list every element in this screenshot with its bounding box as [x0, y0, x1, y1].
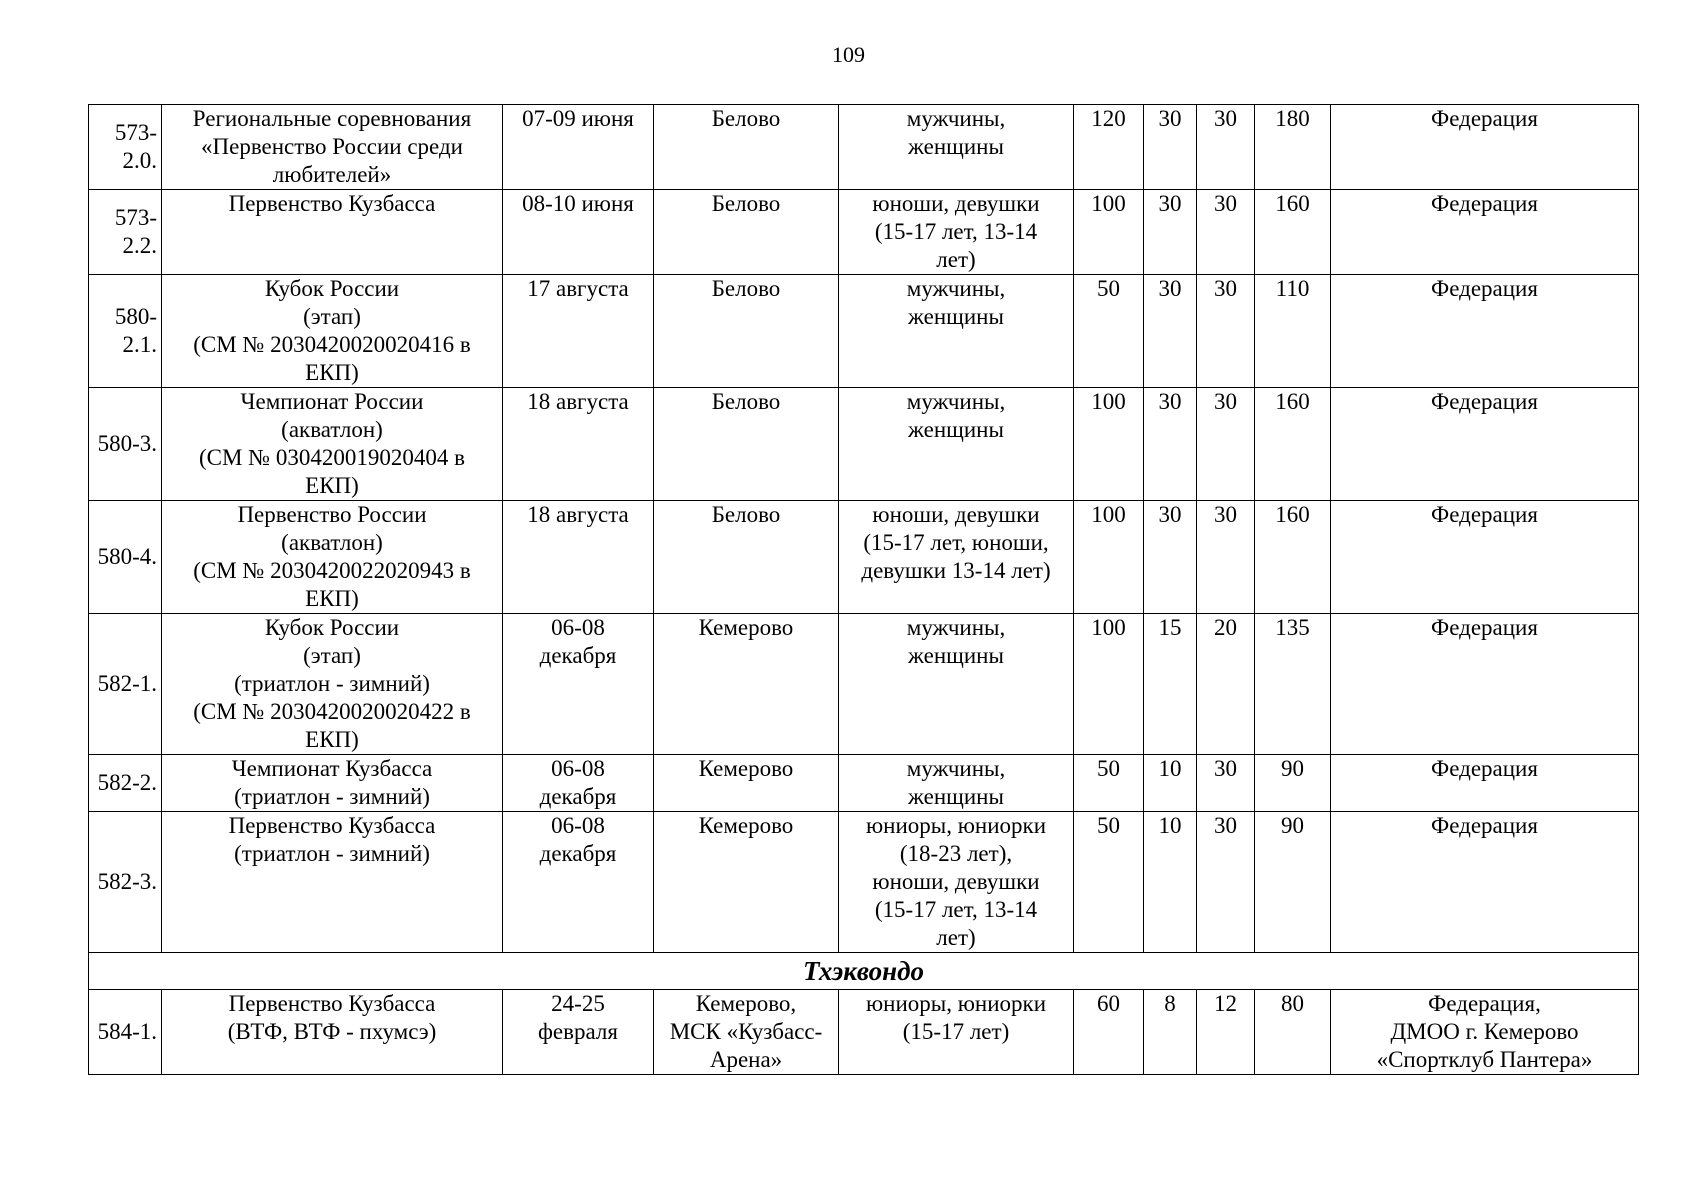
cell-number-line: 584-1.: [97, 1019, 157, 1044]
cell-place-line: Белово: [711, 502, 781, 527]
cell-number-line: 580-: [114, 304, 157, 329]
cell-value-1: 50: [1074, 755, 1144, 812]
cell-event-name-line: Кубок России: [264, 276, 400, 301]
cell-org-line: Федерация: [1431, 191, 1538, 216]
cell-value-3: 30: [1197, 275, 1255, 388]
cell-number: [89, 105, 162, 190]
cell-org-line: «Спортклуб Пантера»: [1376, 1047, 1593, 1072]
cell-date: [503, 990, 654, 1075]
cell-date: [503, 812, 654, 953]
cell-place: [654, 190, 839, 275]
cell-participants-line: (15-17 лет): [902, 1019, 1010, 1044]
cell-date-line: 06-08: [551, 813, 605, 838]
cell-participants-line: мужчины,: [906, 615, 1006, 640]
cell-value-3: 12: [1197, 990, 1255, 1075]
cell-participants-line: (15-17 лет, 13-14: [874, 219, 1038, 244]
cell-event-name: [162, 501, 503, 614]
cell-participants-line: лет): [936, 247, 976, 272]
cell-event-name-line: Первенство Кузбасса: [228, 991, 436, 1016]
cell-place-line: Белово: [711, 191, 781, 216]
cell-value-2: 30: [1144, 275, 1197, 388]
cell-org-line: Федерация: [1431, 756, 1538, 781]
cell-date-line: 24-25: [551, 991, 605, 1016]
cell-org-line: Федерация: [1431, 276, 1538, 301]
cell-event-name: [162, 190, 503, 275]
table-row: [89, 990, 1639, 1075]
cell-number: [89, 388, 162, 501]
cell-date: [503, 190, 654, 275]
cell-place-line: Белово: [711, 389, 781, 414]
cell-value-3: 30: [1197, 105, 1255, 190]
cell-event-name-line: ЕКП): [305, 360, 359, 385]
cell-participants-line: девушки 13-14 лет): [861, 558, 1051, 583]
cell-participants-line: юниоры, юниорки: [865, 813, 1047, 838]
cell-event-name-line: (триатлон - зимний): [234, 841, 430, 866]
cell-participants: [839, 812, 1074, 953]
cell-event-name-line: (СМ № 2030420022020943 в: [193, 558, 471, 583]
table-row: [89, 614, 1639, 755]
cell-place: [654, 990, 839, 1075]
cell-value-1: 50: [1074, 275, 1144, 388]
cell-number: [89, 990, 162, 1075]
cell-date-line: 08-10 июня: [522, 191, 634, 216]
cell-org-line: Федерация,: [1428, 991, 1541, 1016]
cell-participants: [839, 990, 1074, 1075]
cell-event-name-line: (триатлон - зимний): [234, 784, 430, 809]
cell-participants-line: женщины: [908, 643, 1004, 668]
cell-total: 110: [1255, 275, 1331, 388]
cell-participants-line: мужчины,: [906, 756, 1006, 781]
cell-event-name-line: Первенство Кузбасса: [228, 813, 436, 838]
cell-number: [89, 501, 162, 614]
cell-place: [654, 501, 839, 614]
cell-place: [654, 388, 839, 501]
cell-total: 135: [1255, 614, 1331, 755]
cell-event-name-line: (СМ № 2030420020020416 в: [193, 332, 471, 357]
cell-value-2: 10: [1144, 755, 1197, 812]
cell-place: [654, 614, 839, 755]
cell-participants: [839, 614, 1074, 755]
cell-date: [503, 275, 654, 388]
cell-value-2: 30: [1144, 388, 1197, 501]
cell-org-line: Федерация: [1431, 106, 1538, 131]
cell-event-name-line: Первенство России: [237, 502, 427, 527]
cell-number-line: 580-4.: [97, 544, 157, 569]
table-row: [89, 190, 1639, 275]
cell-event-name-line: любителей»: [272, 162, 392, 187]
cell-value-2: 30: [1144, 105, 1197, 190]
cell-place-line: Белово: [711, 276, 781, 301]
cell-date-line: декабря: [539, 841, 617, 866]
cell-value-1: 60: [1074, 990, 1144, 1075]
cell-number: [89, 275, 162, 388]
cell-total: 160: [1255, 190, 1331, 275]
cell-place: [654, 275, 839, 388]
cell-date-line: 06-08: [551, 615, 605, 640]
cell-place-line: Кемерово: [698, 615, 794, 640]
cell-number-line: 582-3.: [97, 869, 157, 894]
cell-event-name-line: Чемпионат Кузбасса: [231, 756, 433, 781]
cell-org: [1331, 275, 1639, 388]
cell-participants-line: мужчины,: [906, 276, 1006, 301]
cell-value-2: 30: [1144, 190, 1197, 275]
cell-org: [1331, 105, 1639, 190]
cell-event-name-line: (акватлон): [281, 417, 383, 442]
cell-event-name: [162, 388, 503, 501]
cell-date: [503, 105, 654, 190]
cell-participants-line: юниоры, юниорки: [865, 991, 1047, 1016]
cell-total: 90: [1255, 812, 1331, 953]
cell-event-name-line: (этап): [303, 304, 361, 329]
cell-date: [503, 501, 654, 614]
cell-value-2: 10: [1144, 812, 1197, 953]
cell-participants: [839, 501, 1074, 614]
cell-total: 80: [1255, 990, 1331, 1075]
cell-participants-line: женщины: [908, 134, 1004, 159]
cell-org-line: ДМОО г. Кемерово: [1390, 1019, 1579, 1044]
cell-value-1: 100: [1074, 501, 1144, 614]
cell-place-line: Белово: [711, 106, 781, 131]
cell-org-line: Федерация: [1431, 389, 1538, 414]
cell-org: [1331, 990, 1639, 1075]
cell-place: [654, 812, 839, 953]
cell-participants-line: женщины: [908, 304, 1004, 329]
cell-number-line: 573-: [114, 205, 157, 230]
cell-place: [654, 755, 839, 812]
cell-participants-line: юноши, девушки: [872, 869, 1040, 894]
cell-value-3: 20: [1197, 614, 1255, 755]
cell-org: [1331, 388, 1639, 501]
cell-value-3: 30: [1197, 190, 1255, 275]
table-row: [89, 388, 1639, 501]
cell-participants: [839, 190, 1074, 275]
cell-value-3: 30: [1197, 501, 1255, 614]
cell-org: [1331, 755, 1639, 812]
cell-place: [654, 105, 839, 190]
cell-number-line: 2.2.: [122, 233, 157, 258]
cell-number: [89, 614, 162, 755]
cell-number-line: 582-1.: [97, 671, 157, 696]
cell-event-name: [162, 812, 503, 953]
events-table-body: [89, 105, 1639, 1075]
cell-value-3: 30: [1197, 812, 1255, 953]
cell-participants: [839, 275, 1074, 388]
cell-value-1: 100: [1074, 190, 1144, 275]
cell-place-line: МСК «Кузбасс-: [669, 1019, 823, 1044]
cell-total: 180: [1255, 105, 1331, 190]
cell-date-line: декабря: [539, 643, 617, 668]
cell-event-name-line: Первенство Кузбасса: [228, 191, 436, 216]
table-row: [89, 105, 1639, 190]
cell-event-name: [162, 275, 503, 388]
cell-value-2: 8: [1144, 990, 1197, 1075]
cell-event-name-line: (ВТФ, ВТФ - пхумсэ): [227, 1019, 437, 1044]
cell-value-1: 50: [1074, 812, 1144, 953]
cell-participants-line: (18-23 лет),: [899, 841, 1013, 866]
table-row: [89, 275, 1639, 388]
cell-date-line: 18 августа: [527, 502, 629, 527]
cell-event-name-line: Чемпионат России: [240, 389, 424, 414]
cell-number-line: 2.0.: [122, 148, 157, 173]
cell-date: [503, 388, 654, 501]
cell-event-name-line: Региональные соревнования: [192, 106, 472, 131]
cell-participants-line: мужчины,: [906, 389, 1006, 414]
cell-date-line: 07-09 июня: [522, 106, 634, 131]
cell-value-1: 100: [1074, 388, 1144, 501]
cell-total: 160: [1255, 388, 1331, 501]
cell-date-line: 17 августа: [527, 276, 629, 301]
cell-place-line: Кемерово: [698, 813, 794, 838]
cell-event-name: [162, 614, 503, 755]
cell-event-name-line: (триатлон - зимний): [234, 671, 430, 696]
cell-number-line: 2.1.: [122, 332, 157, 357]
cell-date: [503, 614, 654, 755]
cell-number: [89, 812, 162, 953]
cell-number: [89, 755, 162, 812]
cell-participants: [839, 755, 1074, 812]
cell-org: [1331, 501, 1639, 614]
cell-event-name-line: ЕКП): [305, 586, 359, 611]
cell-date-line: 06-08: [551, 756, 605, 781]
cell-participants: [839, 105, 1074, 190]
cell-value-3: 30: [1197, 755, 1255, 812]
cell-event-name: [162, 755, 503, 812]
cell-org-line: Федерация: [1431, 813, 1538, 838]
cell-date-line: 18 августа: [527, 389, 629, 414]
cell-value-1: 100: [1074, 614, 1144, 755]
cell-place-line: Кемерово: [698, 756, 794, 781]
cell-org: [1331, 812, 1639, 953]
cell-number-line: 580-3.: [97, 431, 157, 456]
cell-participants-line: женщины: [908, 784, 1004, 809]
cell-participants-line: юноши, девушки: [872, 191, 1040, 216]
cell-event-name-line: ЕКП): [305, 727, 359, 752]
cell-event-name-line: «Первенство России среди: [201, 134, 463, 159]
cell-org-line: Федерация: [1431, 502, 1538, 527]
cell-place-line: Кемерово,: [695, 991, 797, 1016]
cell-event-name: [162, 990, 503, 1075]
cell-org: [1331, 190, 1639, 275]
cell-number-line: 573-: [114, 120, 157, 145]
cell-date-line: декабря: [539, 784, 617, 809]
section-header-row: [89, 953, 1639, 990]
cell-participants-line: женщины: [908, 417, 1004, 442]
cell-org: [1331, 614, 1639, 755]
cell-participants-line: (15-17 лет, юноши,: [863, 530, 1049, 555]
cell-value-1: 120: [1074, 105, 1144, 190]
cell-value-3: 30: [1197, 388, 1255, 501]
cell-event-name-line: Кубок России: [264, 615, 400, 640]
cell-event-name-line: (СМ № 030420019020404 в: [198, 445, 465, 470]
cell-participants-line: (15-17 лет, 13-14: [874, 897, 1038, 922]
cell-org-line: Федерация: [1431, 615, 1538, 640]
section-title: Тхэквондо: [89, 953, 1639, 990]
cell-participants-line: юноши, девушки: [872, 502, 1040, 527]
cell-place-line: Арена»: [709, 1047, 783, 1072]
cell-value-2: 15: [1144, 614, 1197, 755]
cell-number-line: 582-2.: [97, 770, 157, 795]
table-row: [89, 501, 1639, 614]
cell-total: 160: [1255, 501, 1331, 614]
cell-event-name-line: (СМ № 2030420020020422 в: [193, 699, 471, 724]
events-table: [88, 104, 1639, 1075]
cell-value-2: 30: [1144, 501, 1197, 614]
cell-date: [503, 755, 654, 812]
cell-event-name: [162, 105, 503, 190]
cell-event-name-line: (акватлон): [281, 530, 383, 555]
table-row: [89, 812, 1639, 953]
cell-participants: [839, 388, 1074, 501]
table-row: [89, 755, 1639, 812]
cell-participants-line: мужчины,: [906, 106, 1006, 131]
cell-event-name-line: ЕКП): [305, 473, 359, 498]
cell-total: 90: [1255, 755, 1331, 812]
cell-participants-line: лет): [936, 925, 976, 950]
cell-number: [89, 190, 162, 275]
page-number: 109: [832, 42, 865, 67]
cell-date-line: февраля: [538, 1019, 618, 1044]
cell-event-name-line: (этап): [303, 643, 361, 668]
